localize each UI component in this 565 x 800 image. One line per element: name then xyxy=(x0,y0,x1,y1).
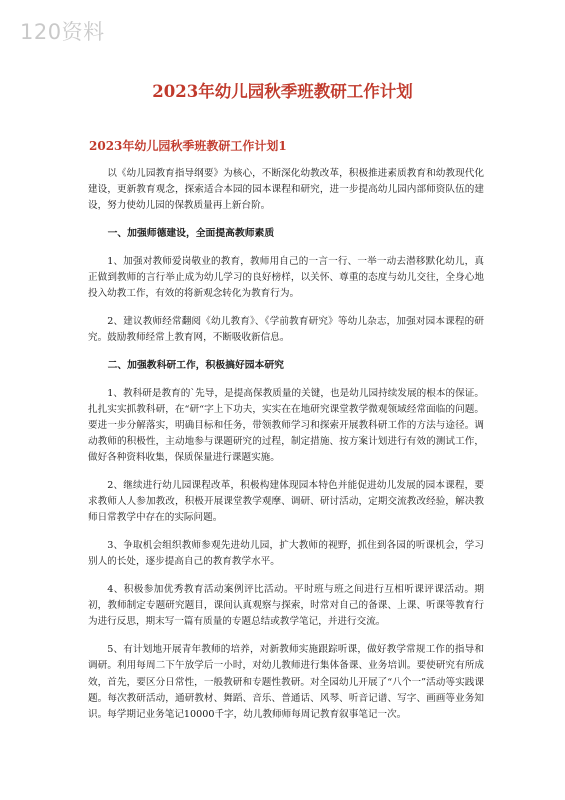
heading-research: 二、加强教科研工作，积极搞好园本研究 xyxy=(107,359,284,371)
paragraph: 4、积极参加优秀教育活动案例评比活动。平时班与班之间进行互相听课评课活动。期初，教师制定专题研究题目，课间认真观察与探索，时常对自己的备课、上课、听课等教育行为进行反思，期末写一篇有质量的专题总结或教学笔记，并进行交流。 xyxy=(88,584,484,628)
paragraph: 5、有计划地开展青年教师的培养，对新教师实施跟踪听课，做好教学常规工作的指导和调研。利用每周二下午放学后一小时，对幼儿教师进行集体备课、业务培训。要使研究有所成效，首先，要区分日常性，一般教研和专题性教研。对全园幼儿开展了“八个一”活动等实践课题。每次教研活动，通研教材、舞蹈、音乐、普通话、风琴、听音记谱、写字、画画等业务知识。每学期记业务笔记10000千字，幼儿教师师每周记教育叙事笔记一次。 xyxy=(88,644,484,720)
document-title: 2023年幼儿园秋季班教研工作计划 xyxy=(152,82,413,101)
paragraph: 2、建议教师经常翻阅《幼儿教育》、《学前教育研究》等幼儿杂志，加强对园本课程的研究。鼓励教师经常上教育网，不断吸收新信息。 xyxy=(88,315,484,344)
section-title: 2023年幼儿园秋季班教研工作计划1 xyxy=(89,139,287,153)
heading-teacher-ethics: 一、加强师德建设，全面提高教师素质 xyxy=(107,228,275,240)
document-body xyxy=(88,166,484,735)
watermark-logo: 120资料 xyxy=(20,20,105,44)
paragraph: 1、加强对教师爱岗敬业的教育，教师用自己的一言一行、一举一动去潜移默化幼儿，真正做到教师的言行举止成为幼儿学习的良好榜样，以关怀、尊重的态度与幼儿交往，全身心地投入幼教工作，有效的将新观念转化为教育行为。 xyxy=(88,255,484,300)
paragraph: 1、教科研是教育的`先导，是提高保教质量的关键，也是幼儿园持续发展的根本的保证。扎扎实实抓教科研，在“研“字上下功夫，实实在在地研究课堂教学微观领域经常面临的问题。 要进一步分解落实，明确目标和任务，带领教师学习和探索开展教科研工作的方法与途径。调动教师的积极性，主动地参与课题研究的过程，制定措施、按方案计划进行有效的测试工作，做好各种资料收集，保质保量进行课题实施。 xyxy=(88,387,484,464)
intro-paragraph: 以《幼儿园教育指导纲要》为核心，不断深化幼教改革，积极推进素质教育和幼教现代化建设，更新教育观念，探索适合本园的园本课程和研究，进一步提高幼儿园内部师资队伍的建设，努力使幼儿园的保教质量再上新台阶。 xyxy=(88,168,484,212)
paragraph: 2、继续进行幼儿园课程改革，积极构建体现园本特色并能促进幼儿发展的园本课程，要求教师人人参加教改，积极开展课堂教学观摩、调研、研讨活动，定期交流教改经验，解决教师日常教学中存在的实际问题。 xyxy=(88,480,484,524)
paragraph: 3、争取机会组织教师参观先进幼儿园，扩大教师的视野，抓住到各园的听课机会，学习别人的长处，逐步提高自己的教育教学水平。 xyxy=(88,540,484,568)
